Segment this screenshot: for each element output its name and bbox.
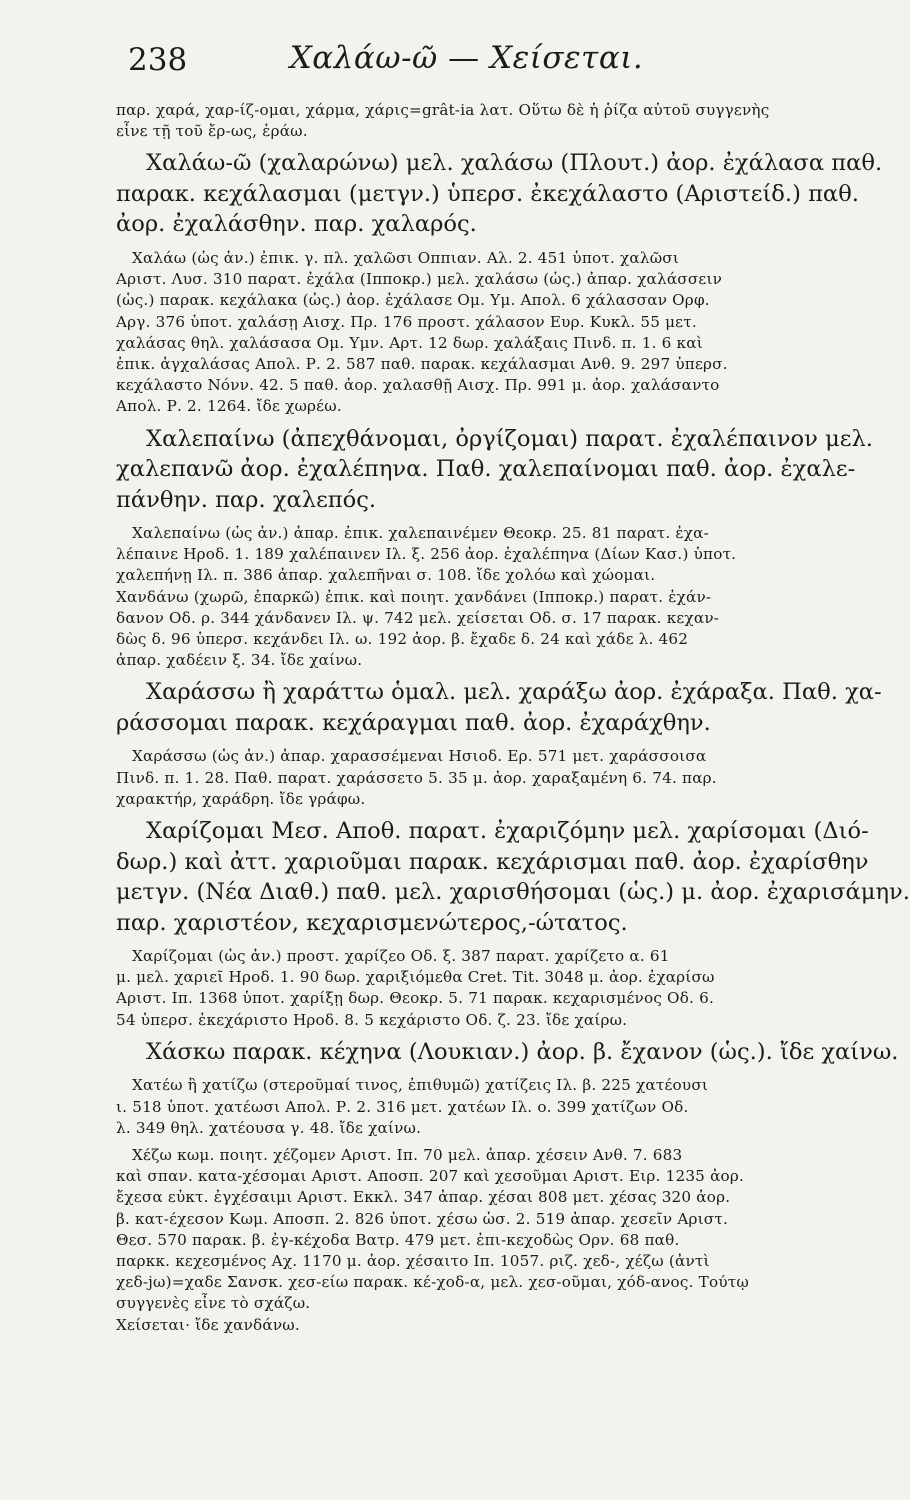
main-entry [116, 424, 873, 516]
text-line: εἶνε τῇ τοῦ ἔρ-ως, ἐράω. [116, 122, 308, 141]
text-line: Χατέω ἢ χατίζω (στεροῦμαί τινος, ἐπιθυμῶ) χατίζεις Ιλ. β. 225 χατέουσι [132, 1076, 709, 1095]
text-line: μ. μελ. χαριεῖ Ηροδ. 1. 90 δωρ. χαριξιόμεθα Cret. Tit. 3048 μ. ἀορ. ἐχαρίσω [116, 968, 715, 987]
text-line: Αριστ. Λυσ. 310 παρατ. ἐχάλα (Ιπποκρ.) μελ. χαλάσω (ὡς.) ἀπαρ. χαλάσσειν [116, 270, 723, 289]
text-line: παρακ. κεχάλασμαι (μετγν.) ὑπερσ. ἐκεχάλαστο (Αριστείδ.) παθ. [116, 180, 859, 207]
text-line: χαλεπανῶ ἀορ. ἐχαλέπηνα. Παθ. χαλεπαίνομαι παθ. ἀορ. ἐχαλε- [116, 456, 856, 483]
text-line: Χαλεπαίνω (ὡς ἀν.) ἀπαρ. ἐπικ. χαλεπαινέμεν Θεοκρ. 25. 81 παρατ. ἐχα- [132, 524, 709, 543]
main-entry [116, 816, 910, 938]
text-line: ἐπικ. ἀγχαλάσας Απολ. Ρ. 2. 587 παθ. παρακ. κεχάλασμαι Ανθ. 9. 297 ὑπερσ. [116, 354, 728, 373]
text-line: ἀορ. ἐχαλάσθην. παρ. χαλαρός. [116, 211, 477, 238]
text-line: πάνθην. παρ. χαλεπός. [116, 486, 377, 513]
text-line: Χαρίζομαι (ὡς ἀν.) προστ. χαρίζεο Οδ. ξ. 387 παρατ. χαρίζετο α. 61 [132, 947, 670, 966]
text-line: Χαράσσω ἢ χαράττω ὁμαλ. μελ. χαράξω ἀορ. ἐχάραξα. Παθ. χα- [146, 679, 882, 706]
text-line: Αριστ. Ιπ. 1368 ὑποτ. χαρίξῃ δωρ. Θεοκρ. 5. 71 παρακ. κεχαρισμένος Οδ. 6. [116, 989, 714, 1008]
text-line: μετγν. (Νέα Διαθ.) παθ. μελ. χαρισθήσομαι (ὡς.) μ. ἀορ. ἐχαρισάμην. [116, 879, 910, 906]
text-line: ράσσομαι παρακ. κεχάραγμαι παθ. ἀορ. ἐχαράχθην. [116, 709, 711, 736]
text-line: 54 ὑπερσ. ἐκεχάριστο Ηροδ. 8. 5 κεχάριστο Οδ. ζ. 23. ἴδε χαίρω. [116, 1010, 628, 1029]
text-line: Αργ. 376 ὑποτ. χαλάσῃ Αισχ. Πρ. 176 προστ. χάλασον Ευρ. Κυκλ. 55 μετ. [116, 312, 697, 331]
main-entry [116, 677, 882, 738]
text-line: παρ. χαρά, χαρ-ίζ-ομαι, χάρμα, χάρις=grât-ia λατ. Οὕτω δὲ ἡ ῥίζα αὐτοῦ συγγενὴς [116, 101, 770, 119]
text-line: Θεσ. 570 παρακ. β. ἐγ-κέχοδα Βατρ. 479 μετ. ἐπι-κεχοδὼς Ορν. 68 παθ. [116, 1230, 680, 1249]
text-line: δωρ.) καὶ ἀττ. χαριοῦμαι παρακ. κεχάρισμαι παθ. ἀορ. ἐχαρίσθην [116, 848, 869, 875]
text-line: Χαράσσω (ὡς ἀν.) ἀπαρ. χαρασσέμεναι Ησιοδ. Ερ. 571 μετ. χαράσσοισα [132, 747, 707, 766]
page-header [116, 40, 817, 100]
spacer [116, 738, 817, 746]
text-line: ι. 518 ὑποτ. χατέωσι Απολ. Ρ. 2. 316 μετ. χατέων Ιλ. ο. 399 χατίζων Οδ. [116, 1097, 689, 1116]
text-line: Χαλάω-ῶ (χαλαρώνω) μελ. χαλάσω (Πλουτ.) ἀορ. ἐχάλασα παθ. [146, 150, 883, 177]
text-line: (ὡς.) παρακ. κεχάλακα (ὡς.) ἀορ. ἐχάλασε Ομ. Υμ. Απολ. 6 χάλασσαν Ορφ. [116, 291, 710, 310]
page-number: 238 [128, 42, 188, 78]
text-line: χαλεπήνῃ Ιλ. π. 386 ἀπαρ. χαλεπῆναι σ. 108. ἴδε χολόω καὶ χώομαι. [116, 566, 656, 585]
text-line: δανον Οδ. ρ. 344 χάνδανεν Ιλ. ψ. 742 μελ. χείσεται Οδ. σ. 17 παρακ. κεχαν- [116, 608, 720, 627]
spacer [116, 1067, 817, 1075]
text-line: λ. 349 θηλ. χατέουσα γ. 48. ἴδε χαίνω. [116, 1118, 422, 1137]
main-entry [116, 1037, 899, 1068]
spacer [116, 1336, 817, 1342]
text-line: Χείσεται· ἴδε χανδάνω. [116, 1315, 300, 1334]
main-entry [116, 148, 883, 240]
text-line: χαλάσας θηλ. χαλάσασα Ομ. Υμν. Αρτ. 12 δωρ. χαλάξαις Πινδ. π. 1. 6 καὶ [116, 333, 703, 352]
entry-notes [116, 1075, 817, 1139]
entry-notes [116, 248, 817, 418]
entry-notes [116, 746, 817, 810]
text-line: ἀπαρ. χαδέειν ξ. 34. ἴδε χαίνω. [116, 651, 363, 670]
text-line: χεδ-jω)=χαδε Σανσκ. χεσ-είω παρακ. κέ-χοδ-α, μελ. χεσ-οῦμαι, χόδ-ανος. Τούτῳ [116, 1273, 749, 1292]
text-line: Χαλάω (ὡς ἀν.) ἐπικ. γ. πλ. χαλῶσι Οππιαν. Αλ. 2. 451 ὑποτ. χαλῶσι [132, 248, 680, 267]
spacer [116, 515, 817, 523]
text-line: χαρακτήρ, χαράδρη. ἴδε γράφω. [116, 789, 366, 808]
spacer [116, 938, 817, 946]
text-line: β. κατ-έχεσον Κωμ. Αποσπ. 2. 826 ὑποτ. χέσω ὡσ. 2. 519 ἀπαρ. χεσεῖν Αριστ. [116, 1209, 728, 1228]
text-line: παρ. χαριστέον, κεχαρισμενώτερος,-ώτατος. [116, 909, 628, 936]
entry-notes [116, 523, 817, 671]
text-line: Πινδ. π. 1. 28. Παθ. παρατ. χαράσσετο 5. 35 μ. ἀορ. χαραξαμένη 6. 74. παρ. [116, 768, 717, 787]
entry-notes [116, 1145, 817, 1336]
running-head: Χαλάω-ῶ — Χείσεται. [289, 40, 644, 76]
text-line: συγγενὲς εἶνε τὸ σχάζω. [116, 1294, 311, 1313]
text-line: Χάσκω παρακ. κέχηνα (Λουκιαν.) ἀορ. β. ἔχανον (ὡς.). ἴδε χαίνω. [146, 1038, 899, 1065]
entry-notes [116, 946, 817, 1031]
text-line: Χέζω κωμ. ποιητ. χέζομεν Αριστ. Ιπ. 70 μελ. ἀπαρ. χέσειν Ανθ. 7. 683 [132, 1145, 683, 1164]
text-line: ἔχεσα εὐκτ. ἐγχέσαιμι Αριστ. Εκκλ. 347 ἀπαρ. χέσαι 808 μετ. χέσας 320 ἀορ. [116, 1188, 731, 1207]
text-line: καὶ σπαν. κατα-χέσομαι Αριστ. Αποσπ. 207 καὶ χεσοῦμαι Αριστ. Ειρ. 1235 ἀορ. [116, 1167, 745, 1186]
text-line: Χαλεπαίνω (ἀπεχθάνομαι, ὀργίζομαι) παρατ. ἐχαλέπαινον μελ. [146, 425, 873, 452]
text-line: κεχάλαστο Νόνν. 42. 5 παθ. ἀορ. χαλασθῇ Αισχ. Πρ. 991 μ. ἀορ. χαλάσαντο [116, 376, 720, 395]
text-line: δὼς δ. 96 ὑπερσ. κεχάνδει Ιλ. ω. 192 ἀορ. β. ἔχαδε δ. 24 καὶ χάδε λ. 462 [116, 630, 689, 649]
entry-notes [116, 100, 817, 142]
text-line: Χαρίζομαι Μεσ. Αποθ. παρατ. ἐχαριζόμην μελ. χαρίσομαι (Διό- [146, 818, 869, 845]
text-line: λέπαινε Ηροδ. 1. 189 χαλέπαινεν Ιλ. ξ. 256 ἀορ. ἐχαλέπηνα (Δίων Κασ.) ὑποτ. [116, 545, 737, 564]
text-line: παρκκ. κεχεσμένος Αχ. 1170 μ. ἀορ. χέσαιτο Ιπ. 1057. ριζ. χεδ-, χέζω (ἀντὶ [116, 1252, 710, 1270]
page-content [116, 100, 910, 1342]
text-line: Απολ. Ρ. 2. 1264. ἴδε χωρέω. [116, 397, 342, 416]
text-line: Χανδάνω (χωρῶ, ἐπαρκῶ) ἐπικ. καὶ ποιητ. χανδάνει (Ιπποκρ.) παρατ. ἐχάν- [116, 587, 712, 606]
spacer [116, 240, 817, 248]
